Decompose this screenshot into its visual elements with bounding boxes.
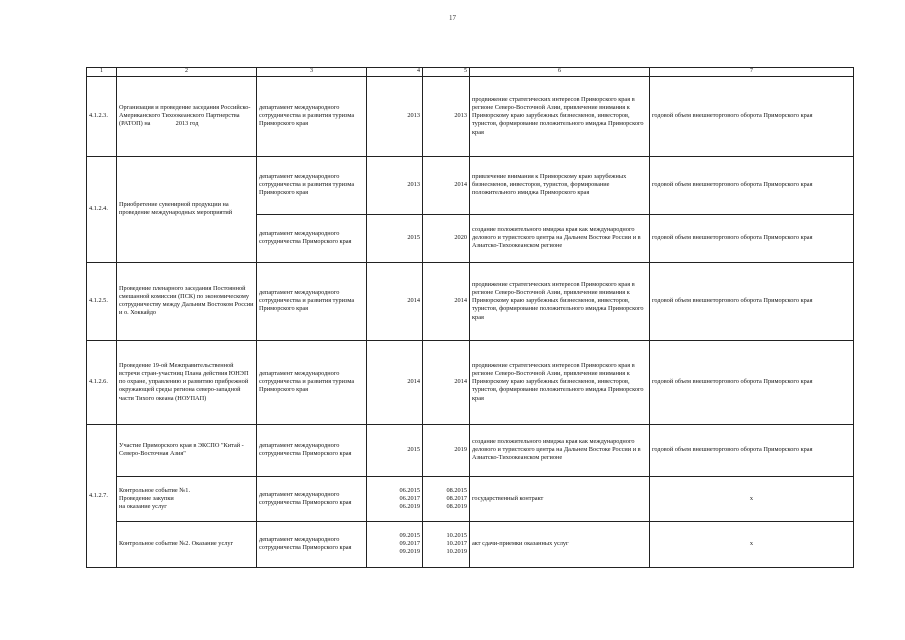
table-row xyxy=(87,76,854,156)
program-activities-table xyxy=(86,67,854,568)
start-year: 2014 xyxy=(367,262,423,340)
executor: департамент международного сотрудничества и развития туризма Приморского края xyxy=(257,262,367,340)
row-number: 4.1.2.3. xyxy=(87,76,117,156)
indicator: годовой объем внешнеторгового оборота Приморского края xyxy=(650,76,854,156)
expected-result: создание положительного имиджа края как международного делового и туристского центра на Дальнем Востоке России и в Азиатско-Тихоокеанском регионе xyxy=(470,424,650,476)
start-year: 2015 xyxy=(367,424,423,476)
row-number: 4.1.2.4. xyxy=(87,156,117,262)
start-year: 2015 xyxy=(367,214,423,262)
executor: департамент международного сотрудничества Приморского края xyxy=(257,214,367,262)
indicator: х xyxy=(650,476,854,521)
control-event-name: Контрольное событие №1. Проведение закупки на оказание услуг xyxy=(117,476,257,521)
start-date: 06.2015 06.2017 06.2019 xyxy=(367,476,423,521)
start-year: 2013 xyxy=(367,76,423,156)
indicator: годовой объем внешнеторгового оборота Приморского края xyxy=(650,424,854,476)
col-header-4: 4 xyxy=(367,68,423,77)
start-year: 2014 xyxy=(367,340,423,424)
col-header-2: 2 xyxy=(117,68,257,77)
row-number: 4.1.2.7. xyxy=(87,424,117,567)
table-row xyxy=(87,156,854,214)
executor: департамент международного сотрудничества Приморского края xyxy=(257,424,367,476)
header-row xyxy=(87,68,854,77)
executor: департамент международного сотрудничества и развития туризма Приморского края xyxy=(257,156,367,214)
end-date: 08.2015 08.2017 08.2019 xyxy=(423,476,470,521)
col-header-1: 1 xyxy=(87,68,117,77)
expected-result: акт сдачи-приемки оказанных услуг xyxy=(470,521,650,567)
expected-result: привлечение внимания к Приморскому краю зарубежных бизнесменов, инвесторов, туристов, формирование положительного имиджа Приморского края xyxy=(470,156,650,214)
col-header-7: 7 xyxy=(650,68,854,77)
row-number: 4.1.2.5. xyxy=(87,262,117,340)
executor: департамент международного сотрудничества Приморского края xyxy=(257,521,367,567)
expected-result: продвижение стратегических интересов Приморского края в регионе Северо-Восточной Азии, привлечение внимания к Приморскому краю зарубежных бизнесменов, инвесторов, туристов, формирование положительного имиджа Приморского края xyxy=(470,340,650,424)
col-header-3: 3 xyxy=(257,68,367,77)
col-header-5: 5 xyxy=(423,68,470,77)
expected-result: продвижение стратегических интересов Приморского края в регионе Северо-Восточной Азии, привлечение внимания к Приморскому краю зарубежных бизнесменов, инвесторов, туристов, формирование положительного имиджа Приморского края xyxy=(470,76,650,156)
start-year: 2013 xyxy=(367,156,423,214)
indicator: годовой объем внешнеторгового оборота Приморского края xyxy=(650,214,854,262)
table-row xyxy=(87,521,854,567)
col-header-6: 6 xyxy=(470,68,650,77)
event-name: Участие Приморского края в ЭКСПО "Китай - Северо-Восточная Азия" xyxy=(117,424,257,476)
expected-result: создание положительного имиджа края как международного делового и туристского центра на Дальнем Востоке России и в Азиатско-Тихоокеанском регионе xyxy=(470,214,650,262)
indicator: годовой объем внешнеторгового оборота Приморского края xyxy=(650,156,854,214)
executor: департамент международного сотрудничества и развития туризма Приморского края xyxy=(257,76,367,156)
table-row xyxy=(87,424,854,476)
event-name: Проведение 19-ой Межправительственной встречи стран-участниц Плана действия ЮНЭП по охране, управлению и развитию прибрежной окружающей среды региона северо-западной части Тихого океана (НОУПАП) xyxy=(117,340,257,424)
page-number: 17 xyxy=(449,14,456,22)
end-year: 2013 xyxy=(423,76,470,156)
end-date: 10.2015 10.2017 10.2019 xyxy=(423,521,470,567)
executor: департамент международного сотрудничества Приморского края xyxy=(257,476,367,521)
end-year: 2014 xyxy=(423,262,470,340)
expected-result: государственный контракт xyxy=(470,476,650,521)
indicator: х xyxy=(650,521,854,567)
control-event-name: Контрольное событие №2. Оказание услуг xyxy=(117,521,257,567)
end-year: 2020 xyxy=(423,214,470,262)
end-year: 2019 xyxy=(423,424,470,476)
indicator: годовой объем внешнеторгового оборота Приморского края xyxy=(650,340,854,424)
indicator: годовой объем внешнеторгового оборота Приморского края xyxy=(650,262,854,340)
table-row xyxy=(87,340,854,424)
end-year: 2014 xyxy=(423,340,470,424)
end-year: 2014 xyxy=(423,156,470,214)
start-date: 09.2015 09.2017 09.2019 xyxy=(367,521,423,567)
event-name: Организация и проведение заседания Российско-Американского Тихоокеанского Партнерства (РАТОП) на 2013 год xyxy=(117,76,257,156)
table-row xyxy=(87,262,854,340)
event-name: Приобретение сувенирной продукции на проведение международных мероприятий xyxy=(117,156,257,262)
event-name: Проведение пленарного заседания Постоянной смешанной комиссии (ПСК) по экономическому сотрудничеству между Дальним Востоком России и о. Хоккайдо xyxy=(117,262,257,340)
row-number: 4.1.2.6. xyxy=(87,340,117,424)
expected-result: продвижение стратегических интересов Приморского края в регионе Северо-Восточной Азии, привлечение внимания к Приморскому краю зарубежных бизнесменов, инвесторов, туристов, формирование положительного имиджа Приморского края xyxy=(470,262,650,340)
table-row xyxy=(87,476,854,521)
executor: департамент международного сотрудничества и развития туризма Приморского края xyxy=(257,340,367,424)
